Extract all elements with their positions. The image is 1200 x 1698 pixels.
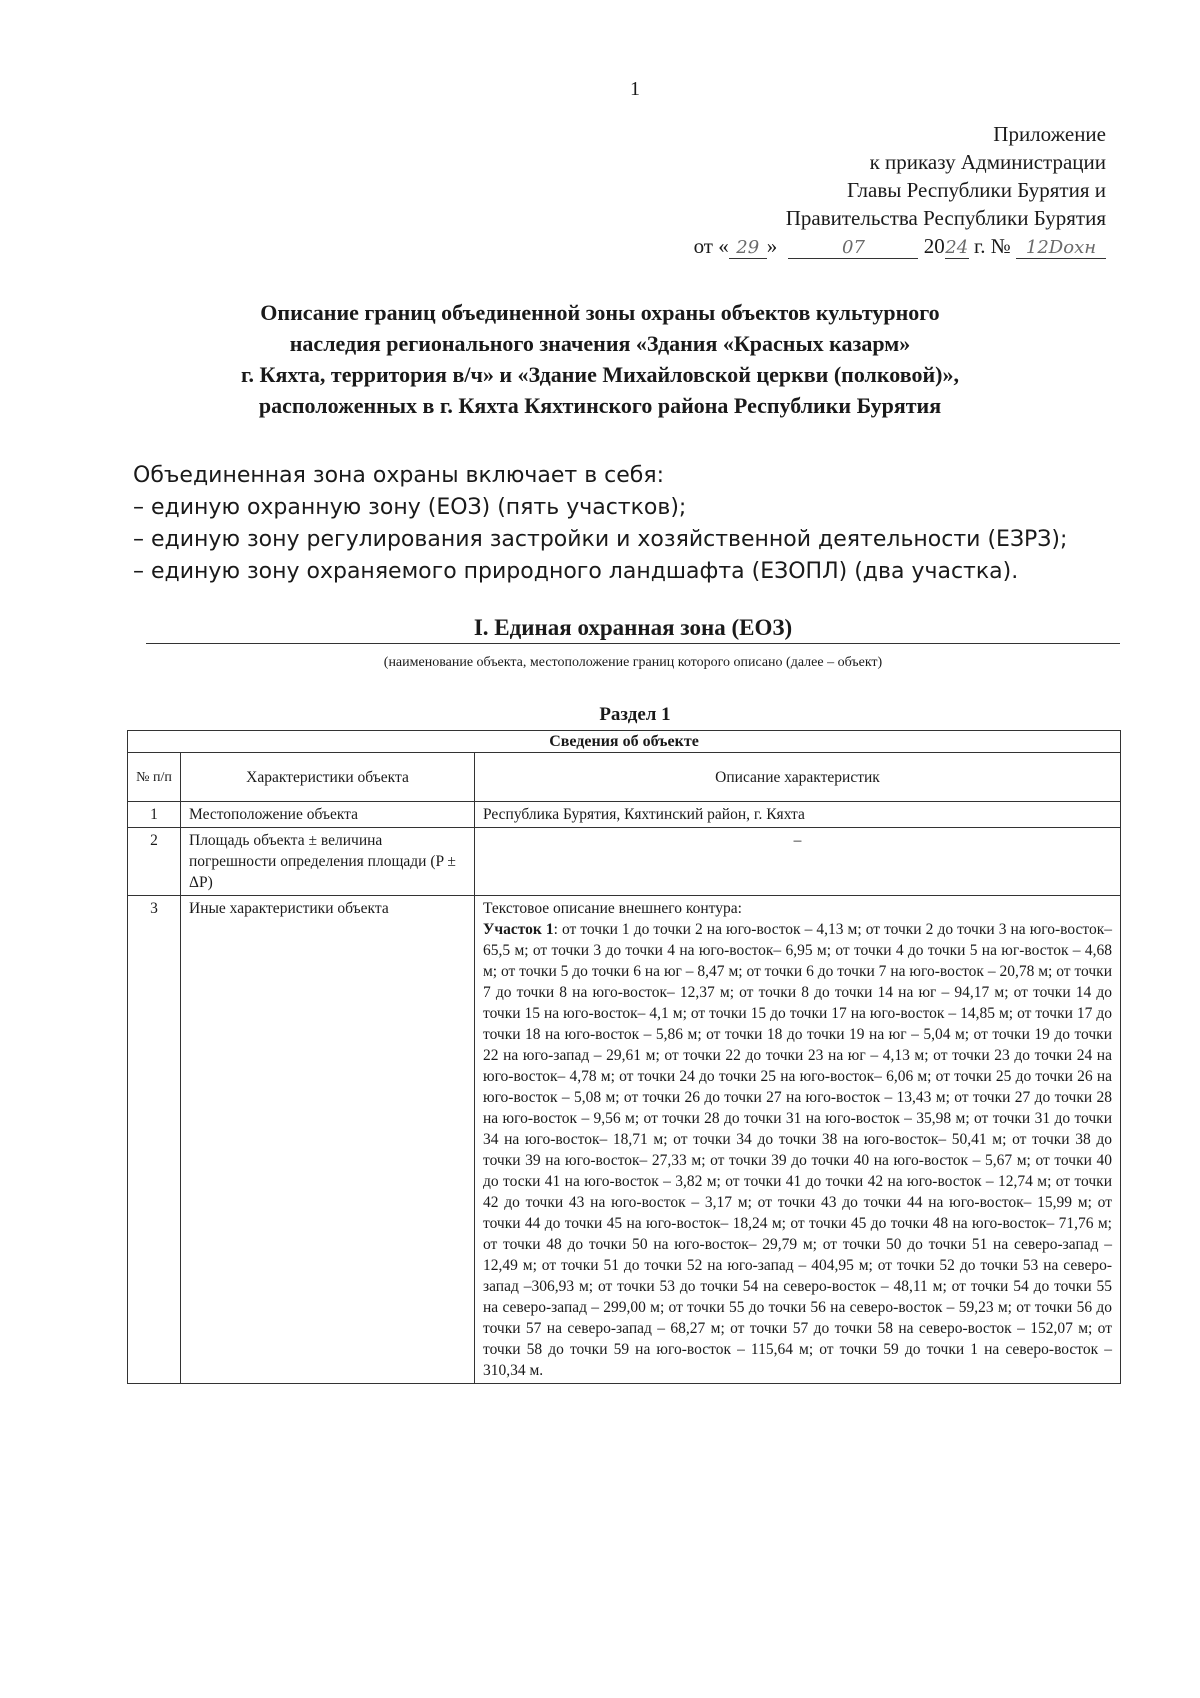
document-title — [0, 297, 1200, 421]
month-field — [788, 236, 918, 259]
appendix-line: Приложение — [993, 122, 1106, 146]
intro-block — [133, 460, 1067, 588]
appendix-date-line — [694, 232, 1106, 260]
table-header-row — [128, 753, 1121, 802]
date-prefix: от « — [693, 234, 729, 258]
intro-line: – единую охранную зону (ЕОЗ) (пять участков); — [133, 495, 687, 520]
page-number: 1 — [630, 78, 640, 100]
number-field — [1016, 236, 1106, 259]
row-number: 1 — [128, 802, 181, 828]
contour-description: : от точки 1 до точки 2 на юго-восток – 4,13 м; от точки 2 до точки 3 на юго-восток– 65,5 м; от точки 3 до точки 4 на юго-восток– 6,95 м; от точки 4 до точки 5 на юг-восток – 4,68 м; от точки 5 до точки 6 на юг – 8,47 м; от точки 6 до точки 7 на юго-восток – 20,78 м; от точки 7 до точки 8 на юго-восток– 12,37 м; от точки 8 до точки 14 на юг – 94,17 м; от точки 14 до точки 15 на юго-восток– 4,1 м; от точки 15 до точки 17 на юго-восток – 14,85 м; от точки 17 до точки 18 на юго-восток – 5,86 м; от точки 18 до точки 19 на юг – 5,04 м; от точки 19 до точки 22 на юго-запад – 29,61 м; от точки 22 до точки 23 на юг – 4,13 м; от точки 23 до точки 24 на юго-восток– 4,78 м; от точки 24 до точки 25 на юго-восток– 6,06 м; от точки 25 до точки 26 на юго-восток – 5,08 м; от точки 26 до точки 27 на юго-восток – 13,43 м; от точки 27 до точки 28 на юго-восток – 9,56 м; от точки 28 до точки 31 на юго-восток – 35,98 м; от точки 31 до точки 34 на юго-восток– 18,71 м; от точки 34 до точки 38 на юго-восток– 50,41 м; от точки 38 до точки 39 на юго-восток– 27,33 м; от точки 39 до точки 40 на юго-восток – 5,67 м; от точки 40 до тоски 41 на юго-восток – 3,82 м; от точки 41 до точки 42 на юго-восток – 12,74 м; от точки 42 до точки 43 на юго-восток – 3,17 м; от точки 43 до точки 44 на юго-восток– 15,99 м; от точки 44 до точки 45 на юго-восток– 18,24 м; от точки 45 до точки 48 на юго-восток– 71,76 м; от точки 48 до точки 50 на юго-восток– 29,79 м; от точки 50 до точки 51 на северо-запад – 12,49 м; от точки 51 до точки 52 на юго-запад – 404,95 м; от точки 52 до точки 53 на северо-запад –306,93 м; от точки 53 до точки 54 на северо-восток – 48,11 м; от точки 54 до точки 55 на северо-запад – 299,00 м; от точки 55 до точки 56 на северо-восток – 59,23 м; от точки 56 до точки 57 на северо-запад – 68,27 м; от точки 57 до точки 58 на северо-восток – 152,07 м; от точки 58 до точки 59 на юго-восток – 115,64 м; от точки 59 до точки 1 на северо-восток – 310,34 м. — [483, 921, 1113, 1379]
table-row — [128, 802, 1121, 828]
day-field — [729, 236, 767, 259]
appendix-block — [694, 120, 1106, 260]
appendix-line: к приказу Администрации — [869, 150, 1106, 174]
header-characteristic: Характеристики объекта — [181, 753, 475, 802]
table-caption-row — [128, 731, 1121, 753]
section-heading: I. Единая охранная зона (ЕОЗ) — [146, 615, 1120, 644]
year-prefix: 20 — [923, 234, 945, 258]
intro-line: Объединенная зона охраны включает в себя: — [133, 463, 665, 488]
number-prefix: г. № — [973, 234, 1011, 258]
year-value: 24 — [945, 237, 969, 258]
razdel-heading: Раздел 1 — [599, 704, 671, 725]
table-caption: Сведения об объекте — [128, 731, 1121, 753]
row-description — [475, 896, 1121, 1384]
row-characteristic: Иные характеристики объекта — [181, 896, 475, 1384]
number-value: 12Doxн — [1025, 237, 1097, 258]
month-value: 07 — [842, 237, 865, 258]
contour-intro: Текстовое описание внешнего контура: — [483, 900, 742, 917]
row-characteristic: Местоположение объекта — [181, 802, 475, 828]
appendix-line: Правительства Республики Бурятия — [785, 206, 1106, 230]
table-row — [128, 828, 1121, 896]
header-number: № п/п — [128, 753, 181, 802]
row-number: 3 — [128, 896, 181, 1384]
title-line: г. Кяхта, территория в/ч» и «Здание Михайловской церкви (полковой)», — [241, 362, 959, 387]
table-row — [128, 896, 1121, 1384]
title-line: Описание границ объединенной зоны охраны объектов культурного — [260, 300, 940, 325]
row-characteristic: Площадь объекта ± величина погрешности определения площади (P ± ΔP) — [181, 828, 475, 896]
header-description: Описание характеристик — [475, 753, 1121, 802]
day-value: 29 — [736, 237, 760, 258]
year-field — [945, 236, 969, 259]
row-description: – — [475, 828, 1121, 896]
title-line: наследия регионального значения «Здания «Красных казарм» — [289, 331, 911, 356]
section-note: (наименование объекта, местоположение границ которого описано (далее – объект) — [383, 655, 883, 670]
object-info-table — [127, 730, 1121, 1384]
title-line: расположенных в г. Кяхта Кяхтинского района Республики Бурятия — [258, 393, 942, 418]
date-mid: » — [766, 234, 778, 258]
intro-line: – единую зону регулирования застройки и хозяйственной деятельности (ЕЗРЗ); — [133, 527, 1068, 552]
intro-line: – единую зону охраняемого природного ландшафта (ЕЗОПЛ) (два участка). — [133, 559, 1019, 584]
appendix-line: Главы Республики Бурятия и — [847, 178, 1106, 202]
plot-label: Участок 1 — [483, 921, 554, 938]
row-description: Республика Бурятия, Кяхтинский район, г. Кяхта — [475, 802, 1121, 828]
row-number: 2 — [128, 828, 181, 896]
